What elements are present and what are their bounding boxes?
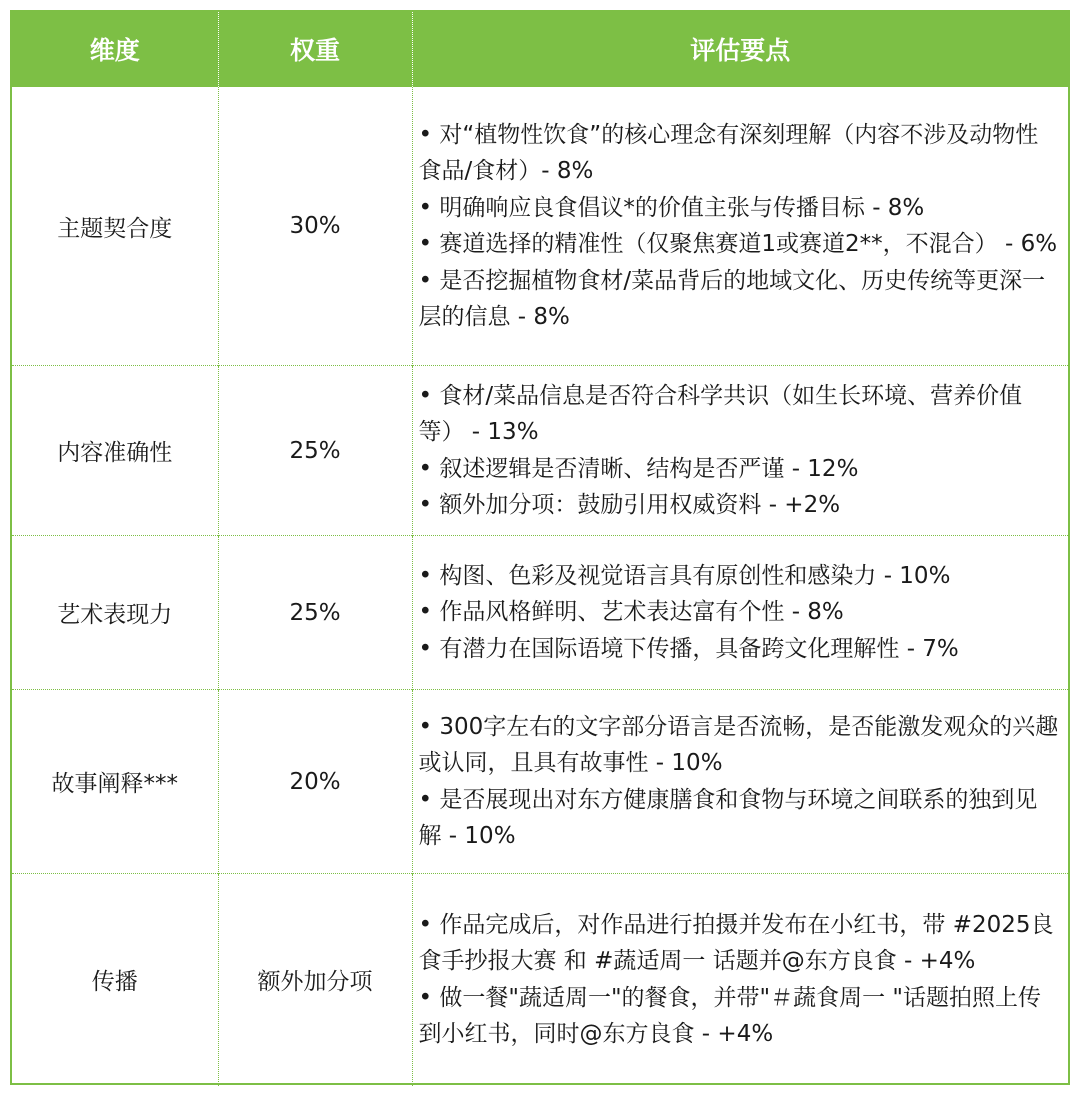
dimension-cell: 艺术表现力 xyxy=(12,536,218,690)
weight-cell: 30% xyxy=(218,87,412,366)
table-row-theme-fit xyxy=(12,87,1068,366)
table-row-storytelling xyxy=(12,690,1068,874)
evaluation-table-frame xyxy=(10,10,1070,1085)
weight-cell: 额外加分项 xyxy=(218,874,412,1086)
evaluation-point: • 明确响应良食倡议*的价值主张与传播目标 - 8% xyxy=(418,194,925,221)
evaluation-point: • 作品完成后，对作品进行拍摄并发布在小红书，带 #2025良食手抄报大赛 和 #蔬适周一 话题并@东方良食 - +4% xyxy=(418,911,1054,975)
evaluation-point: • 有潜力在国际语境下传播，具备跨文化理解性 - 7% xyxy=(418,635,959,662)
points-cell xyxy=(412,366,1068,536)
points-cell xyxy=(412,690,1068,874)
header-row xyxy=(12,12,1068,87)
dimension-cell: 内容准确性 xyxy=(12,366,218,536)
evaluation-point: • 对“植物性饮食”的核心理念有深刻理解（内容不涉及动物性食品/食材）- 8% xyxy=(418,121,1039,184)
dimension-cell: 主题契合度 xyxy=(12,87,218,366)
table-row-artistic-expression xyxy=(12,536,1068,690)
evaluation-point: • 做一餐"蔬适周一"的餐食，并带"＃蔬食周一 "话题拍照上传到小红书，同时@东方良食 - +4% xyxy=(418,984,1042,1048)
dimension-cell: 故事阐释*** xyxy=(12,690,218,874)
points-cell xyxy=(412,536,1068,690)
weight-cell: 25% xyxy=(218,366,412,536)
dimension-cell: 传播 xyxy=(12,874,218,1086)
table-row-promotion xyxy=(12,874,1068,1086)
table-body xyxy=(12,87,1068,1086)
points-cell xyxy=(412,874,1068,1086)
evaluation-point: • 额外加分项：鼓励引用权威资料 - +2% xyxy=(418,492,841,518)
evaluation-point: • 食材/菜品信息是否符合科学共识（如生长环境、营养价值等） - 13% xyxy=(418,382,1023,445)
evaluation-point: • 是否展现出对东方健康膳食和食物与环境之间联系的独到见解 - 10% xyxy=(418,786,1038,849)
table-row-content-accuracy xyxy=(12,366,1068,536)
evaluation-point: • 构图、色彩及视觉语言具有原创性和感染力 - 10% xyxy=(418,562,951,589)
table-header xyxy=(12,12,1068,87)
weight-cell: 25% xyxy=(218,536,412,690)
evaluation-criteria-table xyxy=(12,12,1068,1086)
evaluation-point: • 是否挖掘植物食材/菜品背后的地域文化、历史传统等更深一层的信息 - 8% xyxy=(418,267,1046,330)
header-weight: 权重 xyxy=(218,12,412,87)
evaluation-point: • 赛道选择的精准性（仅聚焦赛道1或赛道2**，不混合） - 6% xyxy=(418,231,1058,257)
header-dimension: 维度 xyxy=(12,12,218,87)
evaluation-point: • 300字左右的文字部分语言是否流畅，是否能激发观众的兴趣或认同，且具有故事性 - 10% xyxy=(418,713,1059,776)
points-cell xyxy=(412,87,1068,366)
evaluation-point: • 叙述逻辑是否清晰、结构是否严谨 - 12% xyxy=(418,455,859,482)
weight-cell: 20% xyxy=(218,690,412,874)
evaluation-point: • 作品风格鲜明、艺术表达富有个性 - 8% xyxy=(418,599,844,626)
header-points: 评估要点 xyxy=(412,12,1068,87)
